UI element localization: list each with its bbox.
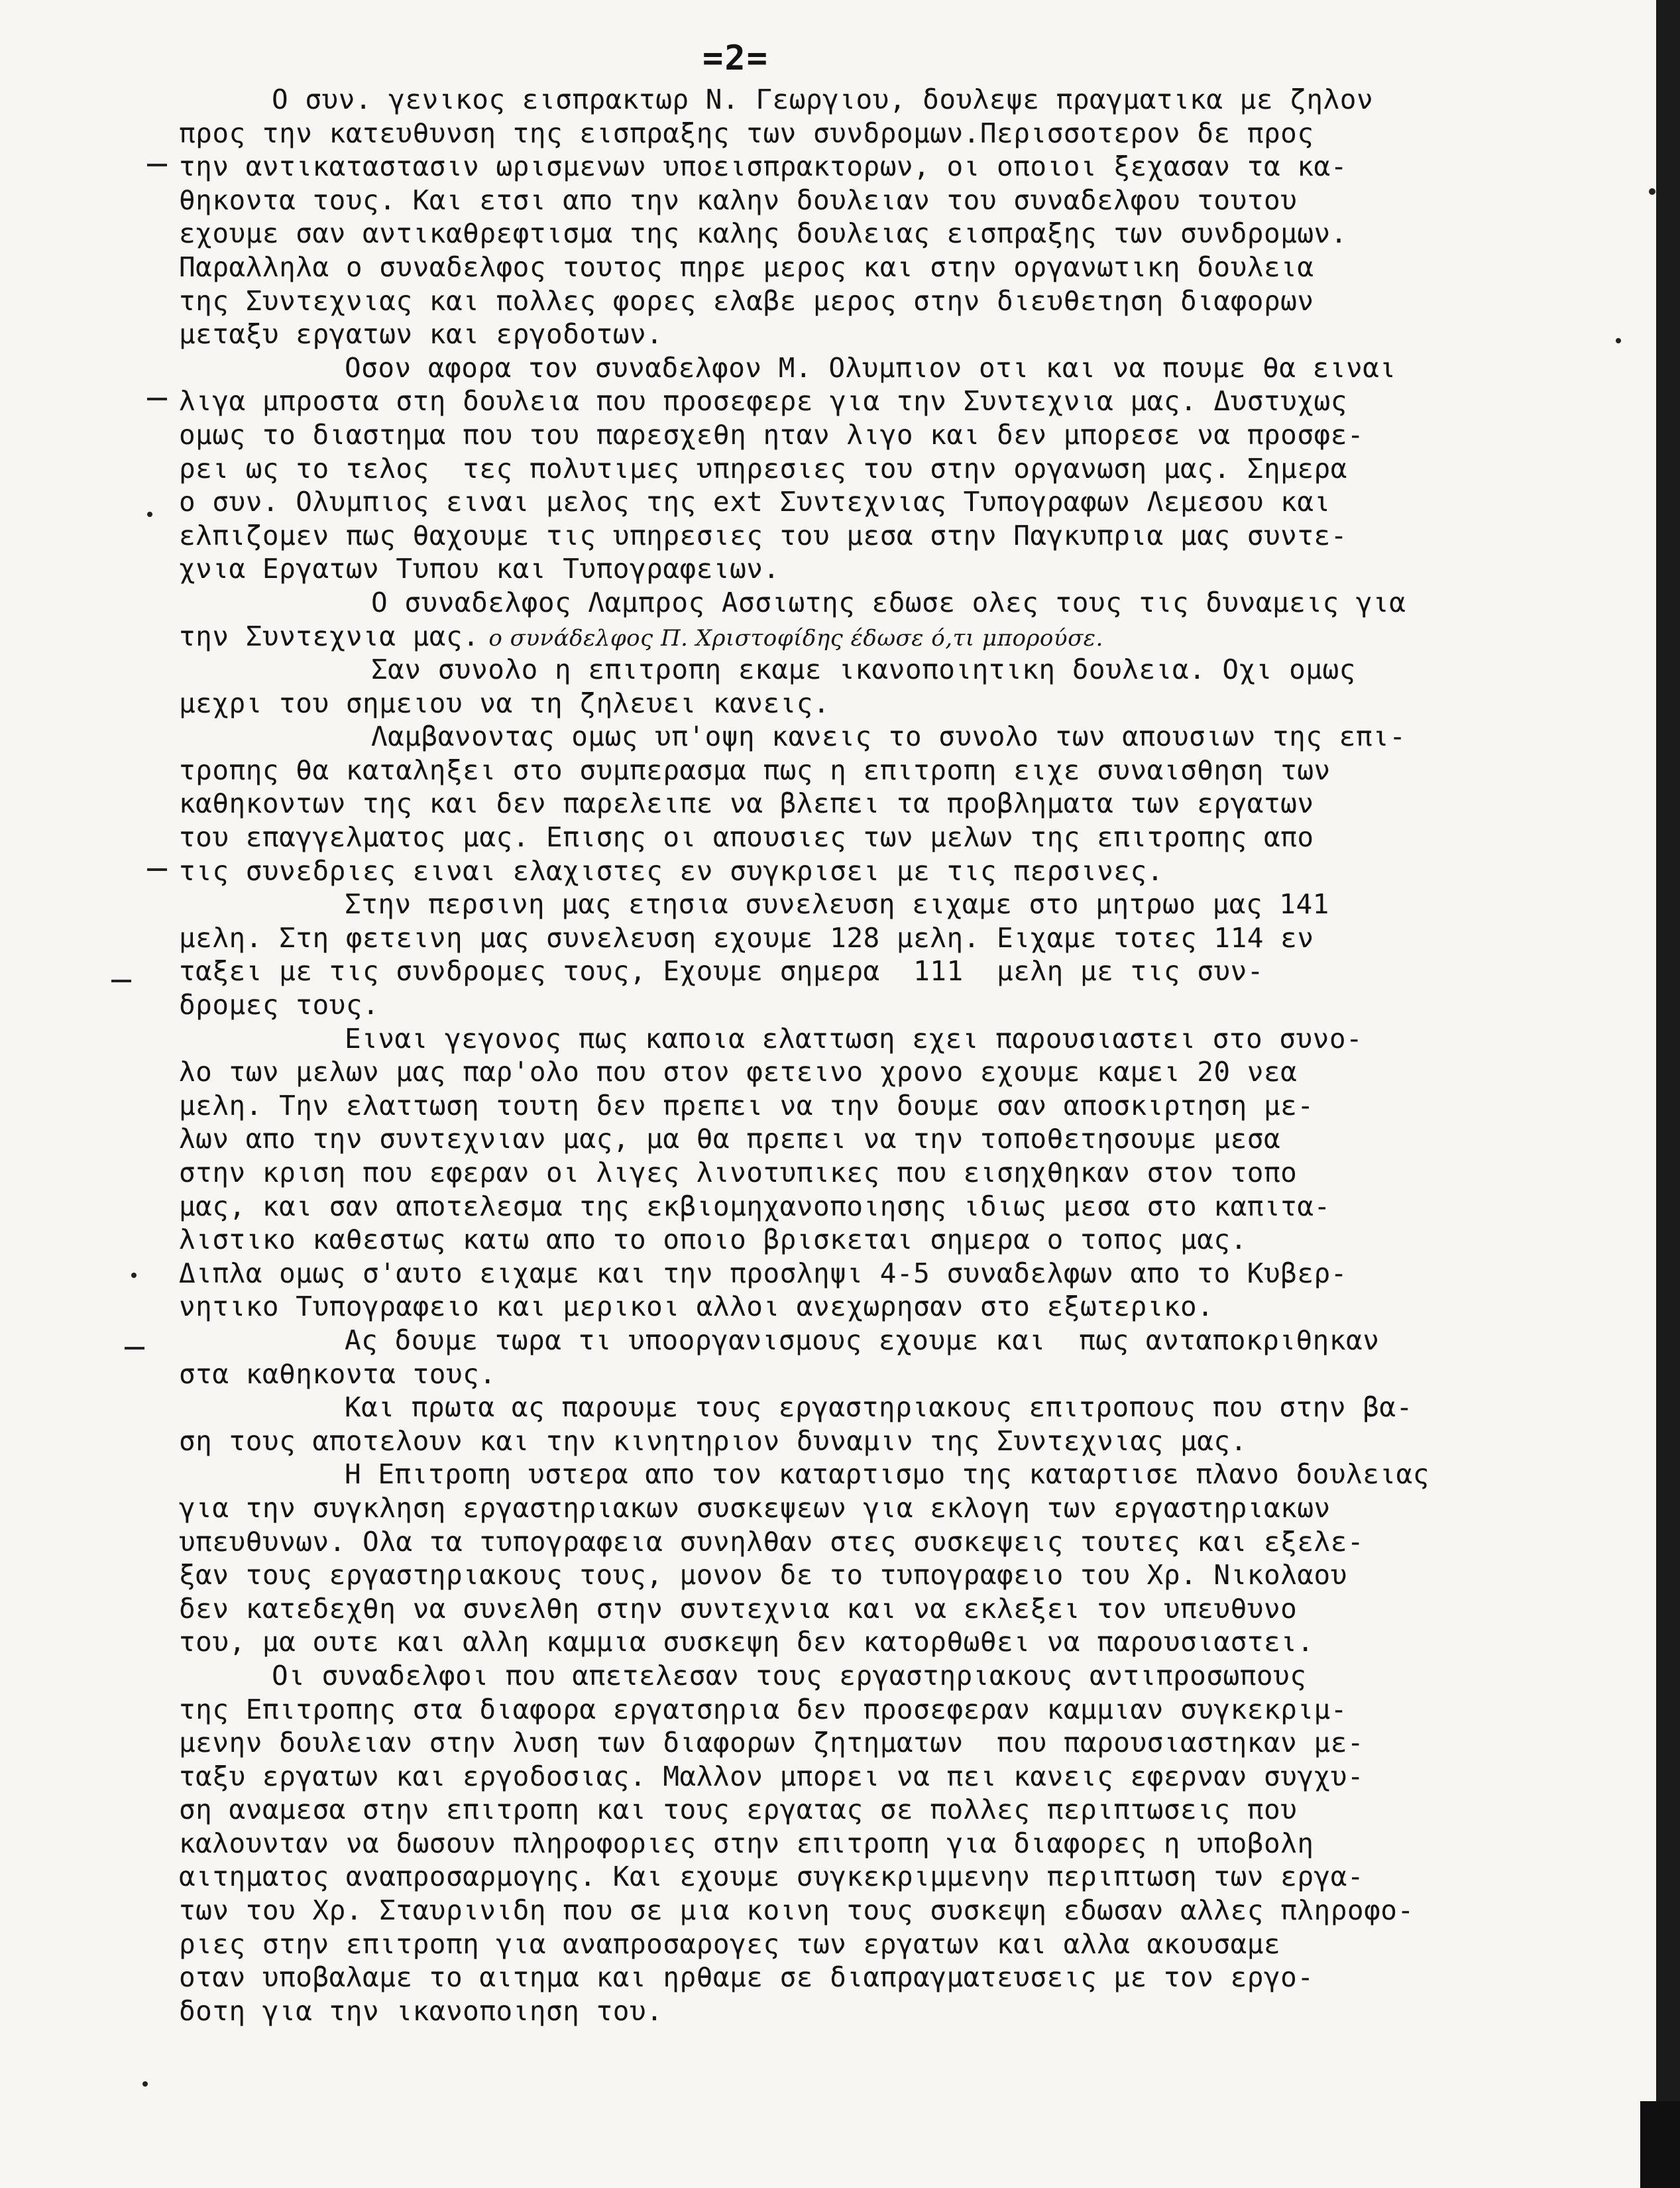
text-line: μεταξυ εργατων και εργοδοτων. bbox=[179, 318, 663, 351]
text-line: Σαν συνολο η επιτροπη εκαμε ικανοποιητικη δουλεια. Οχι ομως bbox=[371, 654, 1356, 686]
text-line: καθηκοντων της και δεν παρελειπε να βλεπει τα προβληματα των εργατων bbox=[179, 787, 1314, 820]
text-line: Ειναι γεγονος πως καποια ελαττωση εχει παρουσιαστει στο συνο- bbox=[345, 1022, 1363, 1055]
text-line: ση τους αποτελουν και την κινητηριον δυναμιν της Συντεχνιας μας. bbox=[179, 1424, 1247, 1457]
text-line: της Επιτροπης στα διαφορα εργατσηρια δεν προσεφεραν καμμιαν συγκεκριμ- bbox=[179, 1693, 1347, 1725]
text-line: ρει ως το τελος τες πολυτιμες υπηρεσιες του στην οργανωση μας. Σημερα bbox=[179, 452, 1347, 485]
text-line: χνια Εργατων Τυπου και Τυπογραφειων. bbox=[179, 553, 780, 585]
margin-mark bbox=[147, 868, 167, 871]
scan-dark-edge bbox=[1656, 0, 1680, 2188]
text-line: οταν υποβαλαμε το αιτημα και ηρθαμε σε διαπραγματευσεις με τον εργο- bbox=[179, 1961, 1314, 1994]
text-line: λο των μελων μας παρ'ολο που στον φετεινο χρονο εχουμε καμει 20 νεα bbox=[179, 1056, 1298, 1088]
text-line: την Συντεχνια μας. ο συνάδελφος Π. Χριστοφίδης έδωσε ό,τι μπορούσε. bbox=[179, 620, 1103, 652]
scan-speck bbox=[131, 1273, 137, 1278]
text-line: του, μα ουτε και αλλη καμμια συσκεψη δεν κατορθωθει να παρουσιαστει. bbox=[179, 1626, 1314, 1658]
text-line: Και πρωτα ας παρουμε τους εργαστηριακους επιτροπους που στην βα- bbox=[345, 1391, 1413, 1424]
text-line: λιγα μπροστα στη δουλεια που προσεφερε για την Συντεχνια μας. Δυστυχως bbox=[179, 385, 1347, 418]
margin-mark bbox=[125, 1347, 144, 1350]
text-line: ξαν τους εργαστηριακους τους, μονον δε το τυπογραφειο του Χρ. Νικολαου bbox=[179, 1559, 1347, 1591]
text-line: Οι συναδελφοι που απετελεσαν τους εργαστηριακους αντιπροσωπους bbox=[272, 1659, 1307, 1692]
text-line: ελπιζομεν πως θαχουμε τις υπηρεσιες του μεσα στην Παγκυπρια μας συντε- bbox=[179, 519, 1347, 551]
scan-dark-corner bbox=[1640, 2101, 1680, 2188]
text-line: τροπης θα καταληξει στο συμπερασμα πως η επιτροπη ειχε συναισθηση των bbox=[179, 754, 1331, 786]
text-line: ο συν. Ολυμπιος ειναι μελος της ext Συντεχνιας Τυπογραφων Λεμεσου και bbox=[179, 486, 1331, 518]
text-line: καλουνταν να δωσουν πληροφοριες στην επιτροπη για διαφορες η υποβολη bbox=[179, 1827, 1314, 1859]
text-line: ομως το διαστημα που του παρεσχεθη ηταν λιγο και δεν μπορεσε να προσφε- bbox=[179, 418, 1365, 451]
text-line: Ο συναδελφος Λαμπρος Ασσιωτης εδωσε ολες τους τις δυναμεις για bbox=[371, 586, 1406, 618]
text-line: για την συγκληση εργαστηριακων συσκεψεων για εκλογη των εργαστηριακων bbox=[179, 1491, 1331, 1524]
page-number: =2= bbox=[702, 38, 769, 78]
text-line: Οσον αφορα τον συναδελφον Μ. Ολυμπιον οτι και να πουμε θα ειναι bbox=[345, 351, 1396, 384]
text-line: Παραλληλα ο συναδελφος τουτος πηρε μερος και στην οργανωτικη δουλεια bbox=[179, 251, 1314, 283]
text-line: των του Χρ. Σταυρινιδη που σε μια κοινη τους συσκεψη εδωσαν αλλες πληροφο- bbox=[179, 1894, 1414, 1927]
text-line: εχουμε σαν αντικαθρεφτισμα της καλης δουλειας εισπραξης των συνδρομων. bbox=[179, 217, 1347, 250]
text-line: λων απο την συντεχνιαν μας, μα θα πρεπει να την τοποθετησουμε μεσα bbox=[179, 1123, 1281, 1155]
text-line: λιστικο καθεστως κατω απο το οποιο βρισκεται σημερα ο τοπος μας. bbox=[179, 1224, 1247, 1256]
text-line: ταξει με τις συνδρομες τους, Εχουμε σημερα 111 μελη με τις συν- bbox=[179, 955, 1264, 988]
margin-mark bbox=[147, 398, 167, 400]
text-line: Λαμβανοντας ομως υπ'οψη κανεις το συνολο των απουσιων της επι- bbox=[371, 720, 1406, 753]
text-line: υπευθυνων. Ολα τα τυπογραφεια συνηλθαν στες συσκεψεις τουτες και εξελε- bbox=[179, 1525, 1365, 1558]
scan-speck bbox=[1616, 338, 1621, 343]
scan-speck bbox=[147, 512, 152, 517]
typed-body-text bbox=[179, 83, 1624, 2028]
text-line: Διπλα ομως σ'αυτο ειχαμε και την προσληψι 4-5 συναδελφων απο το Κυβερ- bbox=[179, 1257, 1347, 1289]
scan-speck bbox=[142, 2081, 148, 2087]
text-line: την αντικαταστασιν ωρισμενων υποεισπρακτορων, οι οποιοι ξεχασαν τα κα- bbox=[179, 150, 1347, 183]
text-line: μεχρι του σημειου να τη ζηλευει κανεις. bbox=[179, 687, 830, 719]
text-line: της Συντεχνιας και πολλες φορες ελαβε μερος στην διευθετηση διαφορων bbox=[179, 284, 1314, 317]
text-line: μας, και σαν αποτελεσμα της εκβιομηχανοποιησης ιδιως μεσα στο καπιτα- bbox=[179, 1190, 1331, 1222]
handwritten-annotation: ο συνάδελφος Π. Χριστοφίδης έδωσε ό,τι μπορούσε. bbox=[488, 624, 1103, 652]
text-line: θηκοντα τους. Και ετσι απο την καλην δουλειαν του συναδελφου τουτου bbox=[179, 184, 1298, 216]
text-line: Στην περσινη μας ετησια συνελευση ειχαμε στο μητρωο μας 141 bbox=[345, 888, 1329, 921]
text-line: δεν κατεδεχθη να συνελθη στην συντεχνια και να εκλεξει τον υπευθυνο bbox=[179, 1592, 1298, 1625]
margin-mark bbox=[111, 980, 131, 982]
text-line: ριες στην επιτροπη για αναπροσαρογες των εργατων και αλλα ακουσαμε bbox=[179, 1928, 1281, 1960]
text-line: δοτη για την ικανοποιηση του. bbox=[179, 1994, 663, 2027]
text-line: Ο συν. γενικος εισπρακτωρ Ν. Γεωργιου, δουλεψε πραγματικα με ζηλον bbox=[272, 84, 1374, 115]
text-line: μελη. Στη φετεινη μας συνελευση εχουμε 128 μελη. Ειχαμε τοτες 114 εν bbox=[179, 921, 1314, 954]
text-line: του επαγγελματος μας. Επισης οι απουσιες των μελων της επιτροπης απο bbox=[179, 821, 1314, 854]
text-line: ση αναμεσα στην επιτροπη και τους εργατας σε πολλες περιπτωσεις που bbox=[179, 1794, 1298, 1826]
text-line: στην κριση που εφεραν οι λιγες λινοτυπικες που εισηχθηκαν στον τοπο bbox=[179, 1157, 1298, 1188]
text-line: δρομες τους. bbox=[179, 989, 380, 1021]
text-line: τις συνεδριες ειναι ελαχιστες εν συγκρισει με τις περσινες. bbox=[179, 854, 1164, 887]
text-line: προς την κατευθυνση της εισπραξης των συνδρομων.Περισσοτερον δε προς bbox=[179, 117, 1314, 149]
text-line: ταξυ εργατων και εργοδοσιας. Μαλλον μπορει να πει κανεις εφερναν συγχυ- bbox=[179, 1760, 1365, 1792]
text-line: Η Επιτροπη υστερα απο τον καταρτισμο της καταρτισε πλανο δουλειας bbox=[345, 1458, 1429, 1491]
margin-mark bbox=[147, 164, 167, 166]
text-line: Ας δουμε τωρα τι υποοργανισμους εχουμε και πως ανταποκριθηκαν bbox=[345, 1324, 1380, 1356]
text-line: μενην δουλειαν στην λυση των διαφορων ζητηματων που παρουσιαστηκαν με- bbox=[179, 1727, 1365, 1759]
scan-speck bbox=[1649, 188, 1655, 195]
text-line: αιτηματος αναπροσαρμογης. Και εχουμε συγκεκριμμενην περιπτωση των εργα- bbox=[179, 1861, 1365, 1893]
text-line: μελη. Την ελαττωση τουτη δεν πρεπει να την δουμε σαν αποσκιρτηση με- bbox=[179, 1089, 1314, 1122]
text-line: στα καθηκοντα τους. bbox=[179, 1357, 496, 1390]
text-line: νητικο Τυπογραφειο και μερικοι αλλοι ανεχωρησαν στο εξωτερικο. bbox=[179, 1291, 1214, 1323]
